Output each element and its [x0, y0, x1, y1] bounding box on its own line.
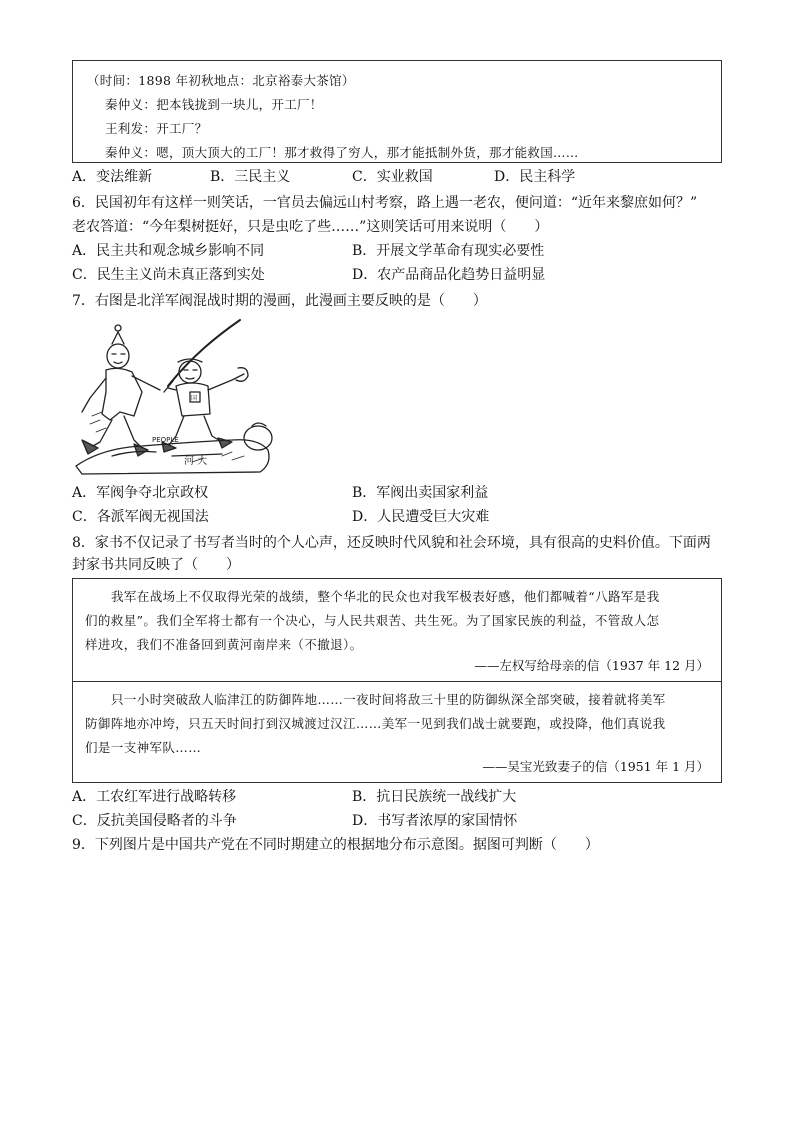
drama-line: 王利发：开工厂？	[105, 121, 208, 136]
q8-option-b[interactable]: B．抗日民族统一战线扩大	[352, 789, 517, 805]
q8-option-a[interactable]: A．工农红军进行战略转移	[72, 789, 237, 805]
cartoon-label-people: PEOPLE	[152, 436, 179, 444]
q6-option-b[interactable]: B．开展文学革命有现实必要性	[352, 243, 545, 259]
q6-option-c[interactable]: C．民生主义尚未真正落到实处	[72, 267, 265, 283]
q8-option-c[interactable]: C．反抗美国侵略者的斗争	[72, 813, 237, 829]
letter-signature: ——吴宝光致妻子的信（1951 年 1 月）	[482, 759, 709, 774]
family-letters-box	[72, 578, 722, 783]
warlord-cartoon	[72, 316, 280, 478]
q8-stem-line1: 8．家书不仅记录了书写者当时的个人心声，还反映时代风貌和社会环境，具有很高的史料价值。下面两	[72, 535, 711, 551]
drama-line: 秦仲义：把本钱拢到一块儿，开工厂！	[105, 97, 323, 112]
q6-option-d[interactable]: D．农产品商品化趋势日益明显	[352, 267, 546, 283]
q8-stem-line2: 封家书共同反映了（ ）	[72, 557, 240, 573]
letter-wu-baoguang	[73, 682, 721, 782]
q7-stem: 7．右图是北洋军阀混战时期的漫画，此漫画主要反映的是（ ）	[72, 293, 487, 309]
cartoon-label-flag: 国	[191, 395, 198, 402]
q7-option-a[interactable]: A．军阀争夺北京政权	[72, 485, 209, 501]
q5-option-c[interactable]: C．实业救国	[352, 169, 433, 185]
q7-option-c[interactable]: C．各派军阀无视国法	[72, 509, 209, 525]
q5-option-b[interactable]: B．三民主义	[210, 169, 291, 185]
q9-stem: 9．下列图片是中国共产党在不同时期建立的根据地分布示意图。据图可判断（ ）	[72, 837, 599, 853]
letter-text: 们是一支神军队……	[85, 740, 202, 755]
q8-option-d[interactable]: D．书写者浓厚的家国情怀	[352, 813, 518, 829]
q6-option-a[interactable]: A．民主共和观念城乡影响不同	[72, 243, 265, 259]
letter-signature: ——左权写给母亲的信（1937 年 12 月）	[474, 658, 709, 673]
q7-option-b[interactable]: B．军阀出卖国家利益	[352, 485, 489, 501]
letter-text: 防御阵地亦冲垮，只五天时间打到汉城渡过汉江……美军一见到我们战士就要跑，或投降，他们真说我	[85, 716, 666, 731]
letter-text: 们的救星”。我们全军将士都有一个决心，与人民共艰苦、共生死。为了国家民族的利益，不管敌人怎	[85, 613, 660, 628]
letter-zuo-quan	[73, 579, 721, 682]
q5-option-d[interactable]: D．民主科学	[494, 169, 576, 185]
drama-excerpt-box	[72, 60, 722, 163]
q6-stem-line1: 6．民国初年有这样一则笑话，一官员去偏远山村考察，路上遇一老农，便问道：“近年来黎庶如何？”	[72, 195, 698, 211]
drama-line: 秦仲义：嗯，顶大顶大的工厂！那才救得了穷人，那才能抵制外货，那才能救国……	[105, 145, 579, 160]
q7-option-d[interactable]: D．人民遭受巨大灾难	[352, 509, 490, 525]
drama-setting: （时间：1898 年初秋地点：北京裕泰大茶馆）	[87, 73, 355, 88]
cartoon-label-ground: 河 大	[184, 456, 208, 467]
letter-text: 只一小时突破敌人临津江的防御阵地……一夜时间将敌三十里的防御纵深全部突破，接着就将美军	[111, 692, 666, 707]
q5-option-a[interactable]: A．变法维新	[72, 169, 153, 185]
q6-stem-line2: 老农答道：“今年梨树挺好，只是虫吃了些……”这则笑话可用来说明（ ）	[72, 219, 549, 235]
letter-text: 我军在战场上不仅取得光荣的战绩，整个华北的民众也对我军极表好感，他们都喊着“八路军是我	[111, 589, 660, 604]
letter-text: 样进攻，我们不准备回到黄河南岸来（不撤退）。	[85, 637, 363, 652]
